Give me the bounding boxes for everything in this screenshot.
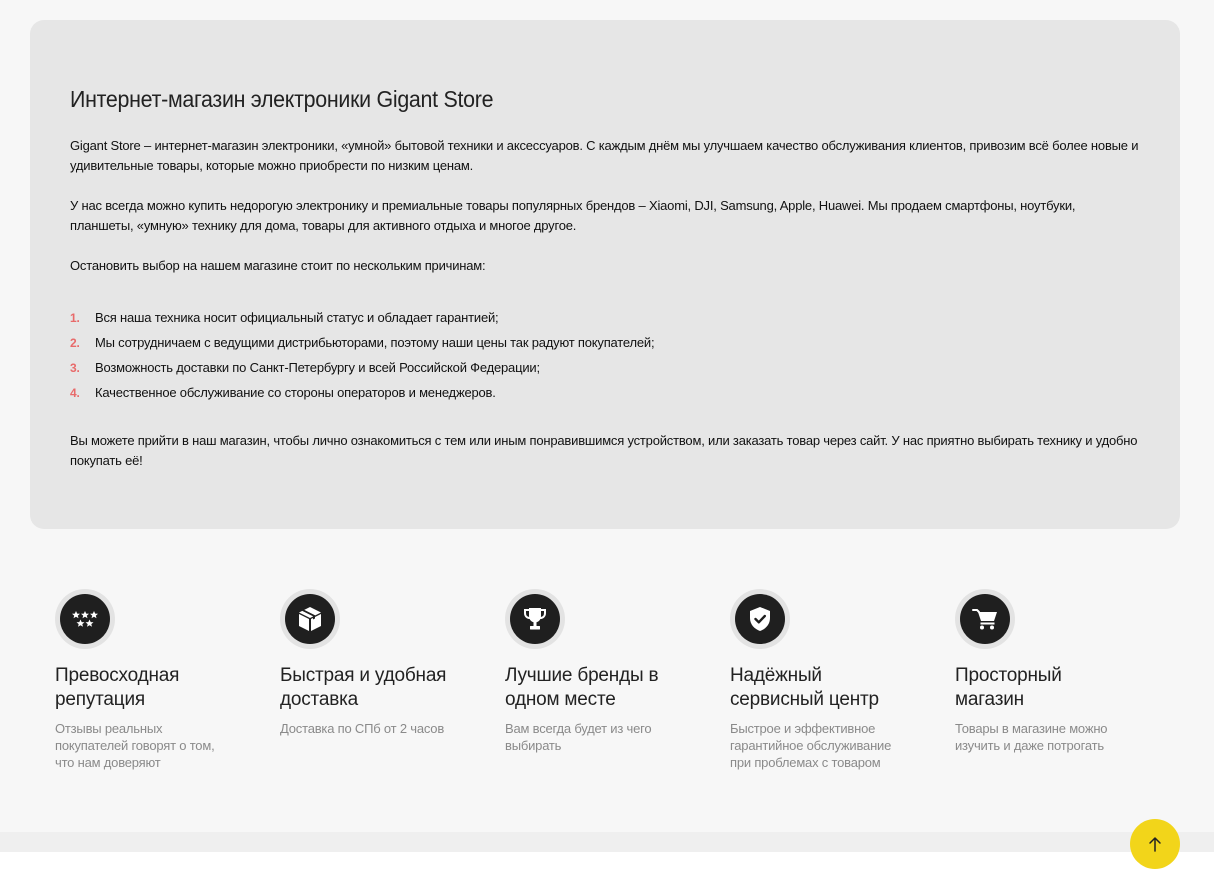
footer-area <box>0 852 1214 887</box>
about-paragraph-3: Остановить выбор на нашем магазине стоит по нескольким причинам: <box>70 258 486 273</box>
list-item-number: 1. <box>70 310 80 325</box>
list-item-number: 2. <box>70 335 80 350</box>
feature-icon-ring <box>280 589 340 649</box>
feature-title: Просторный магазин <box>955 665 1062 710</box>
footer-divider <box>0 832 1214 852</box>
about-paragraph-1: Gigant Store – интернет-магазин электроники, «умной» бытовой техники и аксессуаров. С каждым днём мы улучшаем качество обслуживания клиентов, привозим всё более новые и удивительные товары, которые можно приобрести по низким ценам. <box>70 138 1139 173</box>
about-title: Интернет-магазин электроники Gigant Store <box>70 86 494 112</box>
feature-icon-ring <box>55 589 115 649</box>
feature-icon-ring <box>730 589 790 649</box>
feature-delivery <box>280 589 480 737</box>
feature-description: Отзывы реальных покупателей говорят о том, что нам доверяют <box>55 721 215 770</box>
reasons-list <box>70 305 1140 405</box>
list-item-number: 4. <box>70 385 80 400</box>
features-section <box>55 589 1180 779</box>
about-paragraph-4: Вы можете прийти в наш магазин, чтобы лично ознакомиться с тем или иным понравившимся устройством, или заказать товар через сайт. У нас приятно выбирать технику и удобно покупать её! <box>70 433 1138 468</box>
feature-title: Лучшие бренды в одном месте <box>505 665 659 710</box>
list-item <box>70 380 1140 405</box>
list-item <box>70 330 1140 355</box>
about-paragraph-2: У нас всегда можно купить недорогую электронику и премиальные товары популярных брендов – Xiaomi, DJI, Samsung, Apple, Huawei. Мы продаем смартфоны, ноутбуки, планшеты, «умную» технику для дома, товары для активного отдыха и многое другое. <box>70 198 1076 233</box>
shield-check-icon <box>735 594 785 644</box>
feature-description: Доставка по СПб от 2 часов <box>280 721 445 736</box>
stars-icon <box>60 594 110 644</box>
list-item-text: Мы сотрудничаем с ведущими дистрибьюторами, поэтому наши цены так радуют покупателей; <box>95 335 655 350</box>
list-item <box>70 355 1140 380</box>
cart-icon <box>960 594 1010 644</box>
feature-title: Превосходная репутация <box>55 665 180 710</box>
feature-description: Вам всегда будет из чего выбирать <box>505 721 652 753</box>
list-item-text: Возможность доставки по Санкт-Петербургу и всей Российской Федерации; <box>95 360 540 375</box>
feature-description: Товары в магазине можно изучить и даже потрогать <box>955 721 1108 753</box>
arrow-up-icon <box>1148 836 1162 852</box>
about-section <box>30 20 1180 529</box>
feature-title: Надёжный сервисный центр <box>730 665 879 710</box>
feature-reputation <box>55 589 255 771</box>
feature-icon-ring <box>505 589 565 649</box>
trophy-icon <box>510 594 560 644</box>
feature-description: Быстрое и эффективное гарантийное обслуживание при проблемах с товаром <box>730 721 892 770</box>
feature-title: Быстрая и удобная доставка <box>280 665 447 710</box>
scroll-to-top-button[interactable] <box>1130 819 1180 869</box>
feature-brands <box>505 589 705 754</box>
feature-service <box>730 589 930 771</box>
about-text <box>70 136 1140 471</box>
list-item-number: 3. <box>70 360 80 375</box>
list-item-text: Качественное обслуживание со стороны операторов и менеджеров. <box>95 385 496 400</box>
list-item <box>70 305 1140 330</box>
feature-store <box>955 589 1155 754</box>
package-icon <box>285 594 335 644</box>
list-item-text: Вся наша техника носит официальный статус и обладает гарантией; <box>95 310 499 325</box>
feature-icon-ring <box>955 589 1015 649</box>
